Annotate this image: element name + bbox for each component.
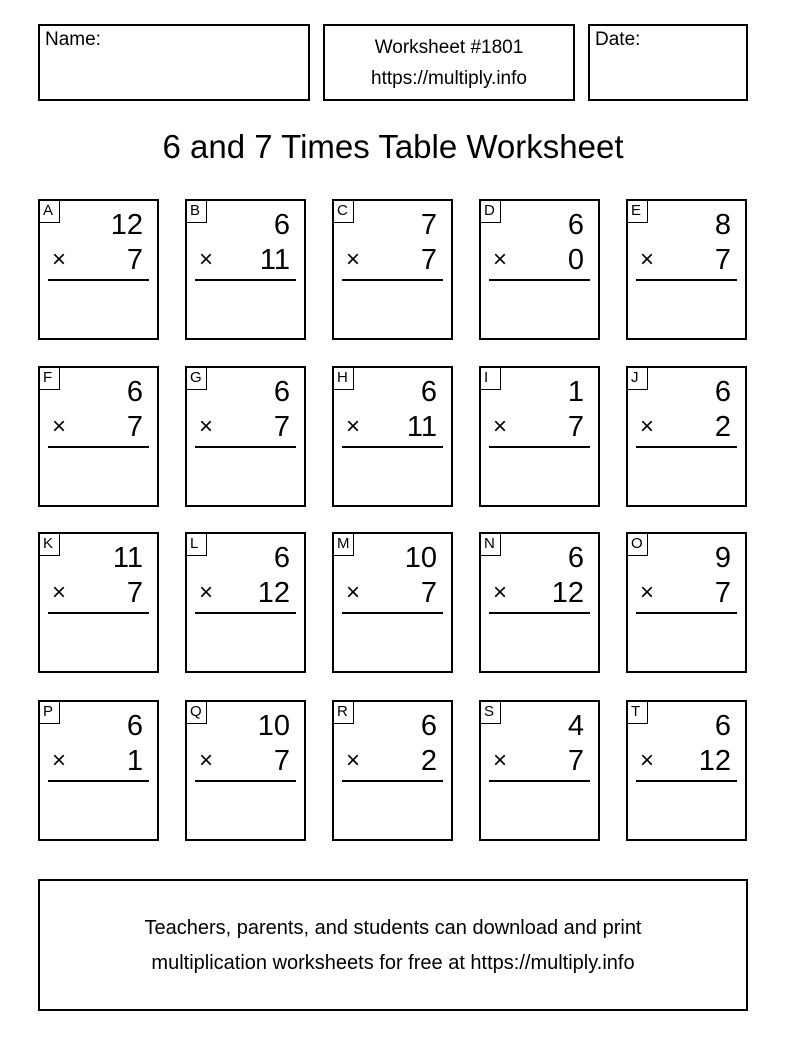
multiplier: 12	[698, 745, 731, 777]
answer-rule	[48, 446, 149, 448]
times-sign: ×	[52, 579, 67, 606]
problem-card[interactable]	[185, 366, 306, 507]
problem-letter: L	[187, 534, 207, 556]
multiplicand: 6	[714, 710, 731, 742]
answer-rule	[342, 279, 443, 281]
problem-letter: B	[187, 201, 207, 223]
times-sign: ×	[493, 579, 508, 606]
multiplier: 2	[420, 745, 437, 777]
problem-card[interactable]	[38, 366, 159, 507]
multiplier: 11	[259, 244, 290, 276]
times-sign: ×	[346, 413, 361, 440]
answer-rule	[195, 279, 296, 281]
multiplicand: 7	[420, 209, 437, 241]
problem-letter: Q	[187, 702, 207, 724]
problem-card[interactable]	[626, 366, 747, 507]
problem-letter: D	[481, 201, 501, 223]
answer-rule	[636, 446, 737, 448]
problem-card[interactable]	[626, 700, 747, 841]
problem-letter: A	[40, 201, 60, 223]
multiplier: 7	[273, 745, 290, 777]
worksheet-number: Worksheet #1801	[374, 37, 524, 58]
problem-letter: H	[334, 368, 354, 390]
problem-card[interactable]	[185, 532, 306, 673]
multiplicand: 6	[420, 710, 437, 742]
answer-rule	[195, 446, 296, 448]
times-sign: ×	[52, 246, 67, 273]
problem-card[interactable]	[332, 199, 453, 340]
times-sign: ×	[199, 747, 214, 774]
problem-card[interactable]	[332, 532, 453, 673]
multiplicand: 6	[420, 376, 437, 408]
multiplier: 7	[714, 577, 731, 609]
multiplier: 7	[567, 745, 584, 777]
times-sign: ×	[199, 413, 214, 440]
multiplicand: 6	[273, 376, 290, 408]
multiplicand: 6	[567, 209, 584, 241]
problem-card[interactable]	[38, 532, 159, 673]
problem-card[interactable]	[38, 199, 159, 340]
problem-letter: I	[481, 368, 501, 390]
multiplier: 2	[714, 411, 731, 443]
times-sign: ×	[346, 747, 361, 774]
times-sign: ×	[346, 579, 361, 606]
answer-rule	[489, 780, 590, 782]
times-sign: ×	[640, 747, 655, 774]
answer-rule	[48, 780, 149, 782]
times-sign: ×	[640, 246, 655, 273]
footer-box	[38, 879, 748, 1011]
footer-line-1: Teachers, parents, and students can download and print	[144, 917, 642, 939]
multiplicand: 6	[714, 376, 731, 408]
problem-card[interactable]	[626, 532, 747, 673]
multiplicand: 6	[273, 542, 290, 574]
problem-card[interactable]	[332, 366, 453, 507]
problem-letter: F	[40, 368, 60, 390]
answer-rule	[342, 612, 443, 614]
times-sign: ×	[52, 747, 67, 774]
multiplicand: 4	[567, 710, 584, 742]
multiplier: 7	[567, 411, 584, 443]
multiplier: 7	[273, 411, 290, 443]
problem-card[interactable]	[479, 366, 600, 507]
multiplier: 7	[420, 244, 437, 276]
answer-rule	[489, 446, 590, 448]
problem-letter: S	[481, 702, 501, 724]
problem-card[interactable]	[185, 199, 306, 340]
times-sign: ×	[199, 579, 214, 606]
multiplicand: 9	[714, 542, 731, 574]
problem-letter: C	[334, 201, 354, 223]
multiplier: 12	[257, 577, 290, 609]
times-sign: ×	[640, 413, 655, 440]
multiplicand: 11	[112, 542, 143, 574]
page-title: 6 and 7 Times Table Worksheet	[162, 128, 624, 165]
problem-card[interactable]	[332, 700, 453, 841]
multiplicand: 12	[110, 209, 143, 241]
times-sign: ×	[640, 579, 655, 606]
problem-card[interactable]	[626, 199, 747, 340]
answer-rule	[195, 612, 296, 614]
problem-card[interactable]	[38, 700, 159, 841]
times-sign: ×	[52, 413, 67, 440]
answer-rule	[636, 279, 737, 281]
problem-letter: P	[40, 702, 60, 724]
date-label: Date:	[595, 29, 641, 50]
answer-rule	[636, 612, 737, 614]
multiplier: 11	[406, 411, 437, 443]
footer-line-2: multiplication worksheets for free at https://multiply.info	[151, 952, 635, 974]
problem-card[interactable]	[185, 700, 306, 841]
multiplicand: 6	[273, 209, 290, 241]
multiplicand: 8	[714, 209, 731, 241]
problem-card[interactable]	[479, 700, 600, 841]
times-sign: ×	[493, 246, 508, 273]
name-label: Name:	[45, 29, 101, 50]
multiplicand: 10	[257, 710, 290, 742]
multiplier: 7	[126, 411, 143, 443]
problem-letter: T	[628, 702, 648, 724]
multiplier: 7	[714, 244, 731, 276]
answer-rule	[636, 780, 737, 782]
problem-letter: M	[334, 534, 354, 556]
multiplier: 1	[126, 745, 143, 777]
answer-rule	[342, 446, 443, 448]
times-sign: ×	[199, 246, 214, 273]
problem-letter: N	[481, 534, 501, 556]
problem-letter: E	[628, 201, 648, 223]
multiplicand: 6	[126, 376, 143, 408]
answer-rule	[489, 612, 590, 614]
answer-rule	[195, 780, 296, 782]
multiplier: 7	[126, 577, 143, 609]
problem-letter: J	[628, 368, 648, 390]
multiplicand: 6	[567, 542, 584, 574]
multiplier: 0	[567, 244, 584, 276]
problem-letter: O	[628, 534, 648, 556]
answer-rule	[48, 612, 149, 614]
multiplicand: 1	[567, 376, 584, 408]
multiplier: 7	[126, 244, 143, 276]
answer-rule	[48, 279, 149, 281]
problem-card[interactable]	[479, 199, 600, 340]
times-sign: ×	[493, 413, 508, 440]
problem-letter: R	[334, 702, 354, 724]
problem-card[interactable]	[479, 532, 600, 673]
times-sign: ×	[346, 246, 361, 273]
problem-letter: G	[187, 368, 207, 390]
multiplier: 12	[551, 577, 584, 609]
times-sign: ×	[493, 747, 508, 774]
problem-letter: K	[40, 534, 60, 556]
multiplicand: 10	[404, 542, 437, 574]
multiplicand: 6	[126, 710, 143, 742]
worksheet-url: https://multiply.info	[371, 68, 527, 89]
answer-rule	[342, 780, 443, 782]
multiplier: 7	[420, 577, 437, 609]
answer-rule	[489, 279, 590, 281]
